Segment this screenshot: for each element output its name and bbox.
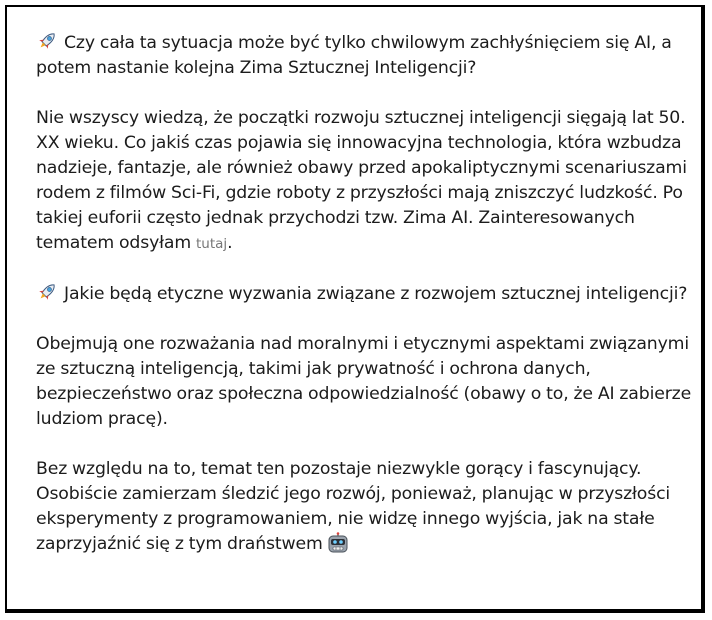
rocket-icon — [36, 282, 58, 302]
post-content — [36, 31, 696, 582]
section-1-heading — [36, 31, 696, 81]
section-1-body — [36, 106, 696, 257]
section-2-body: Obejmują one rozważania nad moralnymi i etycznymi aspektami związanymi ze sztuczną inteligencją, takimi jak prywatność i ochrona danych, bezpieczeństwo oraz społeczna odpowiedzialność (obawy o to, że AI zabierze ludziom pracę). — [36, 334, 692, 429]
post-card — [5, 5, 705, 613]
section-2-heading-text: Jakie będą etyczne wyzwania związane z rozwojem sztucznej inteligencji? — [64, 284, 688, 304]
closing-text: Bez względu na to, temat ten pozostaje niezwykle gorący i fascynujący. Osobiście zamierzam śledzić jego rozwój, ponieważ, planując w przyszłości eksperymenty z programowaniem, nie widzę innego wyjścia, jak na stałe zaprzyjaźnić się z tym draństwem — [36, 459, 671, 554]
tutaj-link[interactable]: tutaj — [195, 236, 228, 252]
closing-paragraph — [36, 457, 696, 557]
section-1-body-end: . — [227, 233, 233, 253]
section-1-heading-text: Czy cała ta sytuacja może być tylko chwilowym zachłyśnięciem się AI, a potem nastanie kolejna Zima Sztucznej Inteligencji? — [36, 33, 672, 78]
section-2-heading — [36, 282, 696, 307]
rocket-icon — [36, 31, 58, 51]
section-1-body-text: Nie wszyscy wiedzą, że początki rozwoju sztucznej inteligencji sięgają lat 50. XX wieku. Co jakiś czas pojawia się innowacyjna technologia, która wzbudza nadzieje, fantazje, ale również obawy przed apokaliptycznymi scenariuszami rodem z filmów Sci-Fi, gdzie roboty z przyszłości mają zniszczyć ludzkość. Po takiej euforii często jednak przychodzi tzw. Zima AI. Zainteresowanych tematem odsyłam — [36, 108, 687, 253]
robot-icon — [327, 532, 349, 554]
